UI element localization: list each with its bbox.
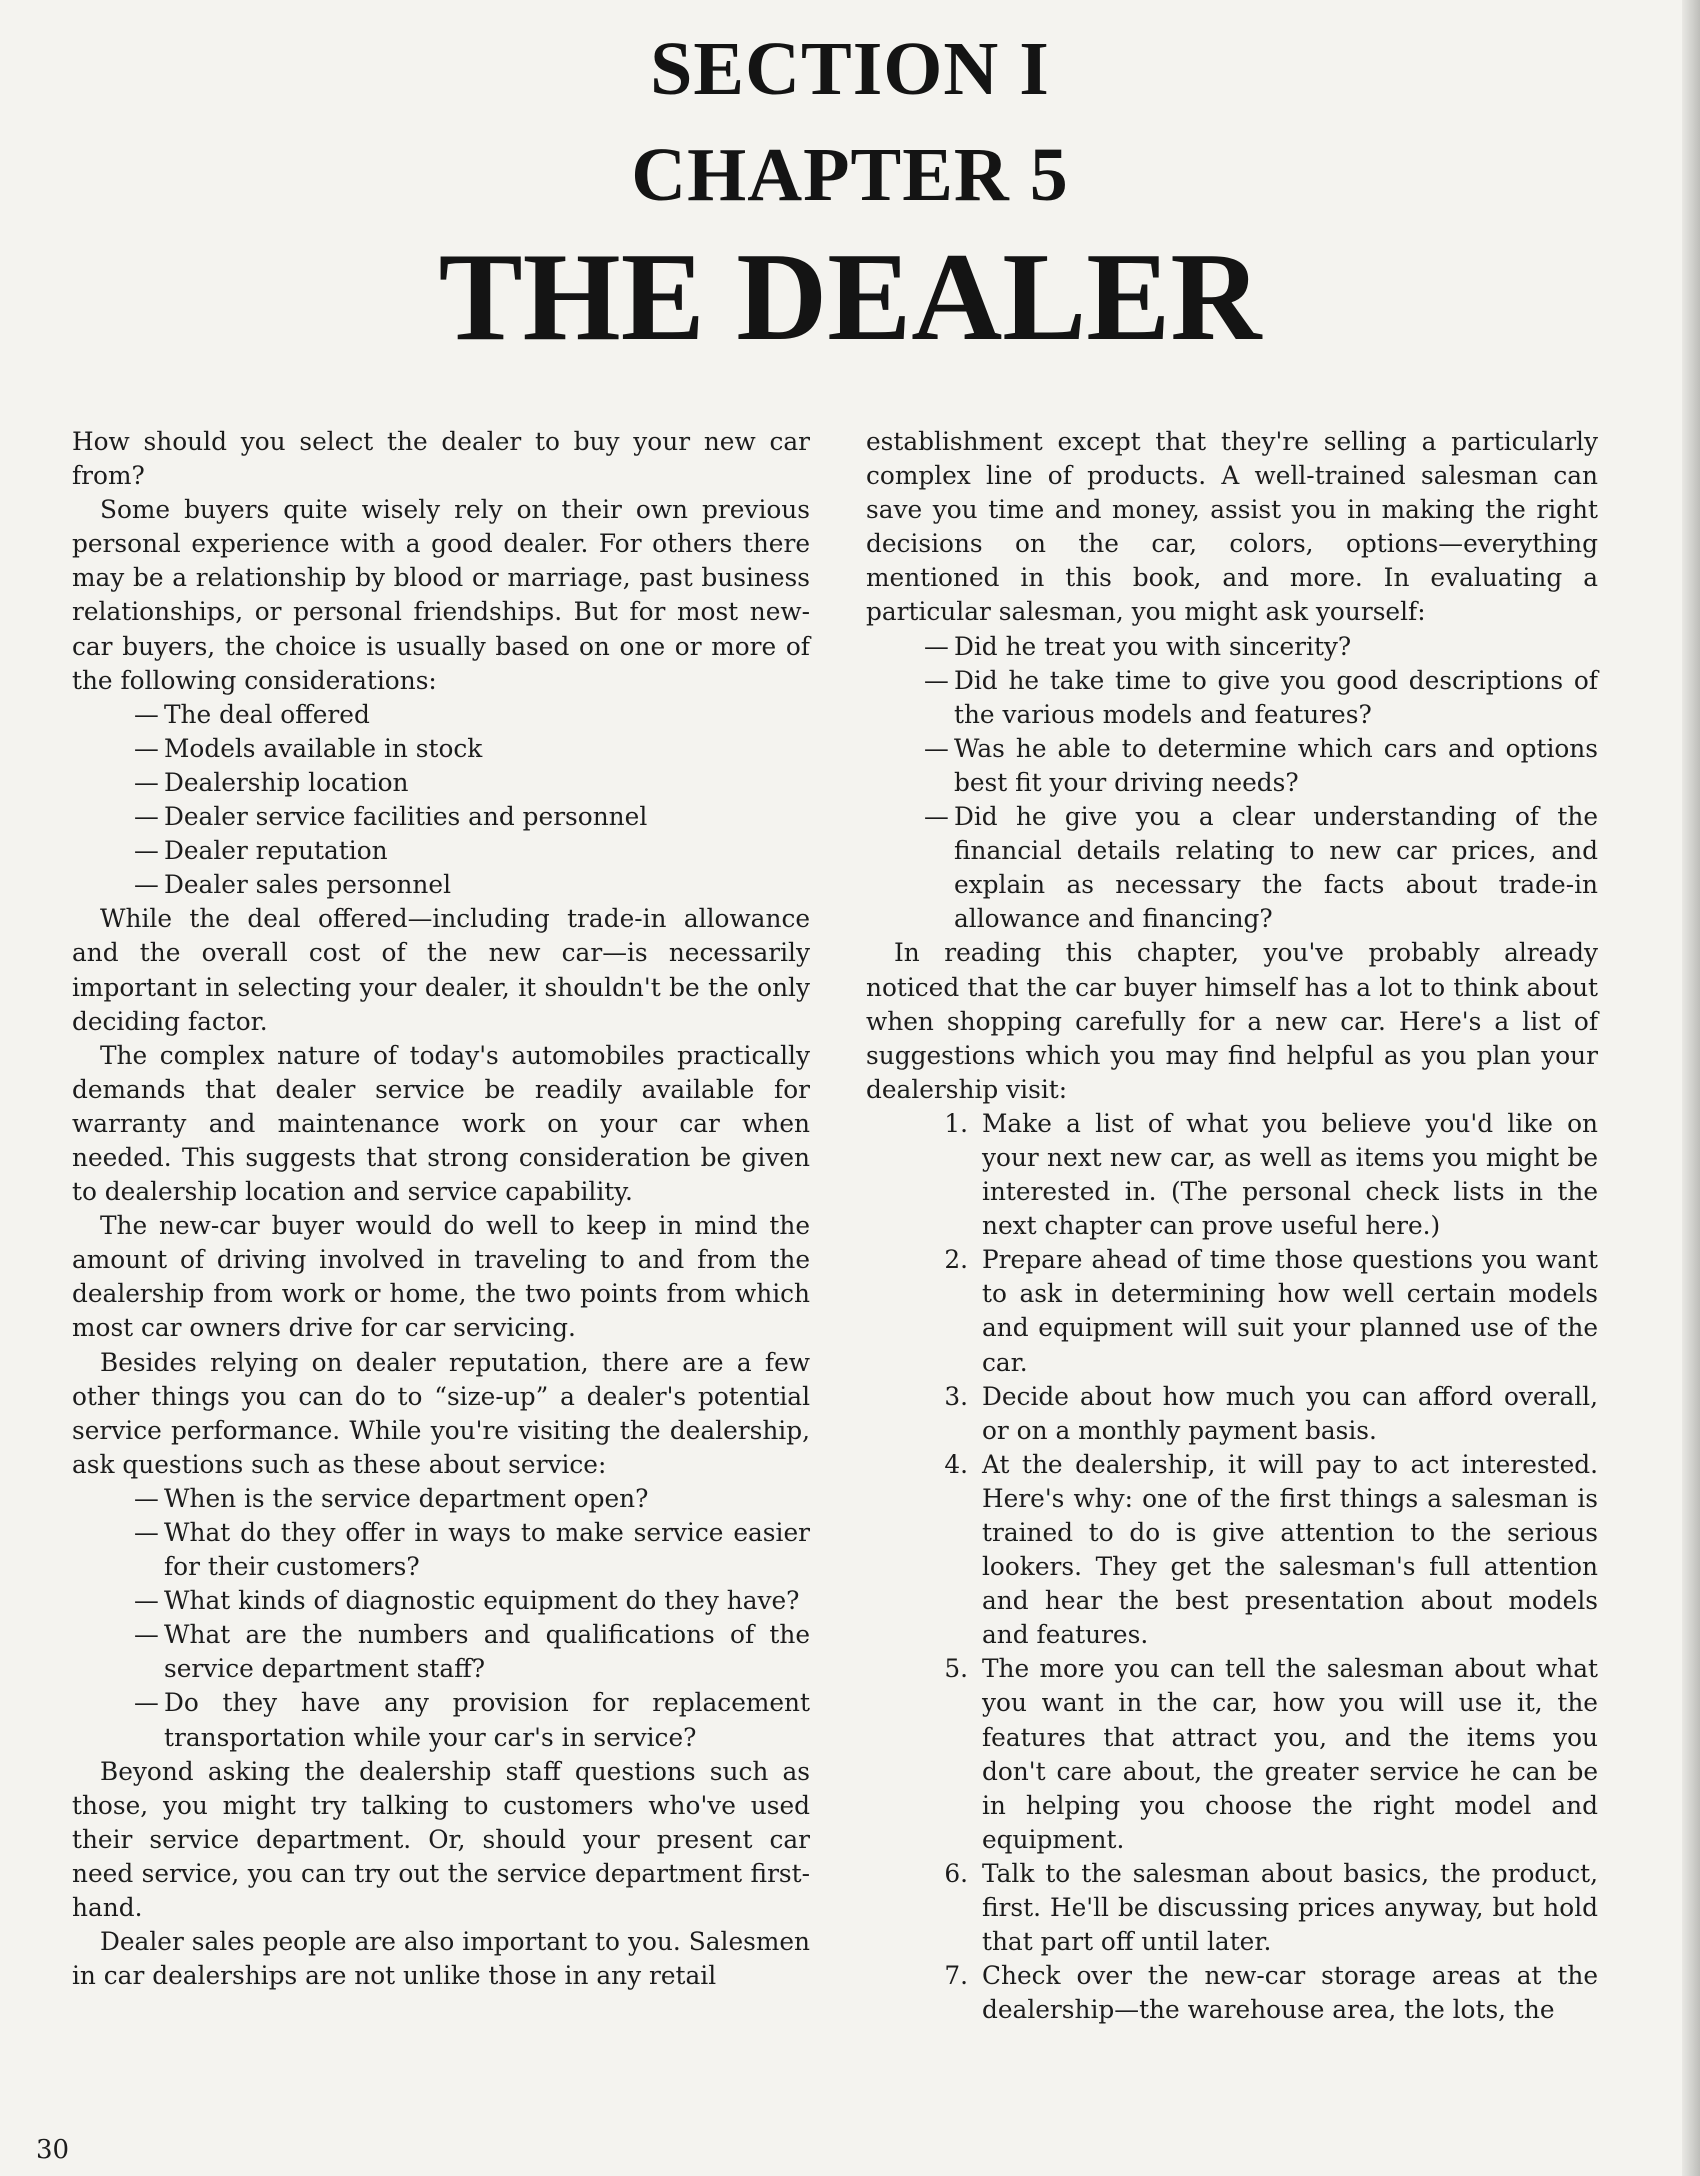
- numbered-item: [932, 1380, 1598, 1448]
- paragraph: Beyond asking the dealership staff questions such as those, you might try talking to customers who've used their service department. Or, should your present car need service, you can try out the service department first-hand.: [72, 1756, 810, 1923]
- salesman-questions-list: [866, 630, 1598, 937]
- item-text: Prepare ahead of time those questions you want to ask in determining how well certain models and equipment will suit your planned use of the car.: [982, 1245, 1598, 1377]
- chapter-title: THE DEALER: [438, 228, 1262, 367]
- list-item: — Did he give you a clear understanding of the financial details relating to new car prices, and explain as necessary the facts about trade-in allowance and financing?: [924, 800, 1598, 936]
- list-item: — Did he treat you with sincerity?: [924, 630, 1598, 664]
- numbered-item: [932, 1857, 1598, 1959]
- paragraph: The complex nature of today's automobiles practically demands that dealer service be readily available for warranty and maintenance work on your car when needed. This suggests that strong consideration be given to dealership location and service capability.: [72, 1040, 810, 1207]
- list-item: — Dealer service facilities and personnel: [134, 800, 810, 834]
- numbered-item: [932, 1959, 1598, 2027]
- numbered-item: [932, 1448, 1598, 1653]
- page-number: 30: [36, 2135, 70, 2165]
- paragraph: The new-car buyer would do well to keep in mind the amount of driving involved in traveling to and from the dealership from work or home, the two points from which most car owners drive for car servicing.: [72, 1211, 810, 1343]
- considerations-list: [72, 698, 810, 903]
- item-text: At the dealership, it will pay to act interested. Here's why: one of the first things a salesman is trained to do is give attention to the serious lookers. They get the salesman's full attention and hear the best presentation about models and features.: [982, 1449, 1598, 1650]
- item-number: 2.: [944, 1245, 968, 1275]
- item-number: 5.: [944, 1654, 968, 1684]
- paragraph: How should you select the dealer to buy your new car from?: [72, 427, 810, 491]
- item-number: 3.: [944, 1381, 968, 1411]
- service-questions-list: [72, 1482, 810, 1755]
- item-text: Talk to the salesman about basics, the product, first. He'll be discussing prices anyway, but hold that part off until later.: [982, 1858, 1598, 1957]
- paragraph: Some buyers quite wisely rely on their own previous personal experience with a good dealer. For others there may be a relationship by blood or marriage, past business relationships, or personal friendships. But for most new-car buyers, the choice is usually based on one or more of the following considerations:: [72, 495, 810, 695]
- list-item: — Models available in stock: [134, 732, 810, 766]
- list-item: — What are the numbers and qualifications of the service department staff?: [134, 1618, 810, 1686]
- list-item: — Do they have any provision for replacement transportation while your car's in service?: [134, 1686, 810, 1754]
- list-item: — Was he able to determine which cars and options best fit your driving needs?: [924, 732, 1598, 800]
- item-text: Make a list of what you believe you'd like on your next new car, as well as items you might be interested in. (The personal check lists in the next chapter can prove useful here.): [982, 1108, 1598, 1241]
- suggestions-list: [866, 1107, 1598, 2028]
- paragraph: Dealer sales people are also important to you. Salesmen in car dealerships are not unlike those in any retail: [72, 1927, 810, 1991]
- item-number: 1.: [944, 1108, 968, 1138]
- paragraph: Besides relying on dealer reputation, there are a few other things you can do to “size-up” a dealer's potential service performance. While you're visiting the dealership, ask questions such as these about service:: [72, 1347, 810, 1479]
- list-item: — The deal offered: [134, 698, 810, 732]
- paragraph: In reading this chapter, you've probably already noticed that the car buyer himself has a lot to think about when shopping carefully for a new car. Here's a list of suggestions which you may find helpful as you plan your dealership visit:: [866, 938, 1598, 1104]
- section-heading: SECTION I: [650, 27, 1050, 111]
- list-item: — Dealer reputation: [134, 834, 810, 868]
- list-item: — Did he take time to give you good descriptions of the various models and features?: [924, 664, 1598, 732]
- numbered-item: [932, 1243, 1598, 1379]
- left-column: [72, 425, 810, 1993]
- item-number: 4.: [944, 1449, 968, 1479]
- list-item: — What kinds of diagnostic equipment do they have?: [134, 1584, 810, 1618]
- item-text: Check over the new-car storage areas at the dealership—the warehouse area, the lots, the: [982, 1961, 1598, 2025]
- item-number: 7.: [944, 1961, 968, 1991]
- numbered-item: [932, 1652, 1598, 1857]
- list-item: — Dealer sales personnel: [134, 868, 810, 902]
- item-text: Decide about how much you can afford overall, or on a monthly payment basis.: [982, 1381, 1598, 1445]
- list-item: — What do they offer in ways to make service easier for their customers?: [134, 1516, 810, 1584]
- list-item: — When is the service department open?: [134, 1482, 810, 1516]
- item-text: The more you can tell the salesman about what you want in the car, how you will use it, the features that attract you, and the items you don't care about, the greater service he can be in helping you choose the right model and equipment.: [982, 1654, 1598, 1854]
- paragraph: While the deal offered—including trade-in allowance and the overall cost of the new car—is necessarily important in selecting your dealer, it shouldn't be the only deciding factor.: [72, 904, 810, 1036]
- chapter-heading: CHAPTER 5: [631, 133, 1069, 217]
- right-column: [866, 425, 1598, 2027]
- list-item: — Dealership location: [134, 766, 810, 800]
- item-number: 6.: [944, 1858, 968, 1888]
- paragraph: establishment except that they're selling a particularly complex line of products. A well-trained salesman can save you time and money, assist you in making the right decisions on the car, colors, options—everything mentioned in this book, and more. In evaluating a particular salesman, you might ask yourself:: [866, 427, 1598, 627]
- numbered-item: [932, 1107, 1598, 1243]
